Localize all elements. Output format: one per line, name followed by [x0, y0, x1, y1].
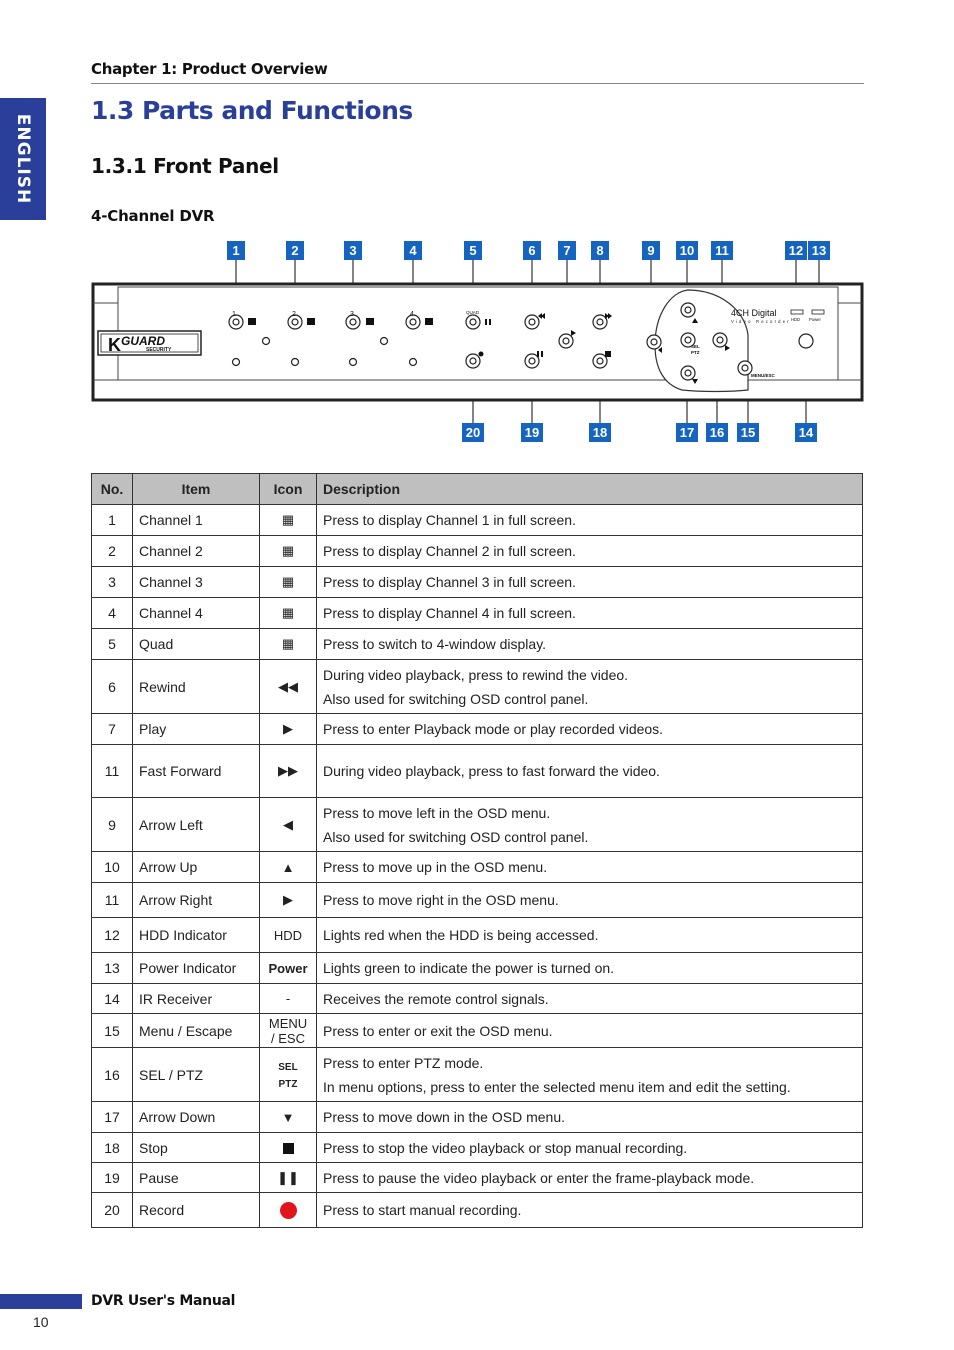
- row-description: [317, 660, 863, 714]
- menu-esc-icon: MENU / ESC: [260, 1014, 317, 1048]
- subsection-title: 4-Channel DVR: [91, 207, 215, 225]
- row-item: Record: [133, 1193, 260, 1228]
- row-description: Press to move down in the OSD menu.: [317, 1102, 863, 1133]
- row-description: [317, 1048, 863, 1102]
- svg-text:PTZ: PTZ: [691, 350, 700, 355]
- channel-2-icon: ▦: [260, 536, 317, 567]
- row-item: Arrow Down: [133, 1102, 260, 1133]
- table-row: [92, 1163, 863, 1193]
- svg-text:4: 4: [410, 311, 414, 318]
- callout-14-label: 14: [798, 425, 814, 440]
- row-item: Quad: [133, 629, 260, 660]
- table-row: [92, 852, 863, 883]
- callout-16-label: 16: [709, 425, 725, 440]
- table-row: [92, 567, 863, 598]
- header-item: Item: [133, 474, 260, 505]
- table-row: [92, 883, 863, 918]
- channel-1-icon: ▦: [260, 505, 317, 536]
- arrow-right-icon: ▶: [260, 883, 317, 918]
- header-description: Description: [317, 474, 863, 505]
- row-no: 2: [92, 536, 133, 567]
- table-row: [92, 505, 863, 536]
- parts-table: [91, 473, 863, 1228]
- row-item: Menu / Escape: [133, 1014, 260, 1048]
- callout-8-label: 8: [596, 243, 604, 258]
- quad-icon: ▦: [260, 629, 317, 660]
- svg-text:1: 1: [232, 311, 236, 318]
- row-description: Press to move right in the OSD menu.: [317, 883, 863, 918]
- callout-4-label: 4: [409, 243, 417, 258]
- callout-6-label: 6: [528, 243, 536, 258]
- row-no: 3: [92, 567, 133, 598]
- table-row: [92, 714, 863, 745]
- row-description: Press to enter or exit the OSD menu.: [317, 1014, 863, 1048]
- row-no: 11: [92, 745, 133, 798]
- callout-7-label: 7: [563, 243, 571, 258]
- page-number: 10: [33, 1314, 49, 1330]
- row-item: Power Indicator: [133, 953, 260, 984]
- sel-ptz-icon: [260, 1048, 317, 1102]
- row-item: Channel 1: [133, 505, 260, 536]
- section-title: 1.3.1 Front Panel: [91, 154, 279, 178]
- row-description: [317, 798, 863, 852]
- record-icon: [260, 1193, 317, 1228]
- table-row: [92, 1133, 863, 1163]
- svg-text:4CH Digital: 4CH Digital: [731, 308, 777, 318]
- callout-20-label: 20: [465, 425, 481, 440]
- row-description: Press to start manual recording.: [317, 1193, 863, 1228]
- row-item: Channel 3: [133, 567, 260, 598]
- bottom-callouts: [462, 423, 817, 442]
- callout-17-label: 17: [679, 425, 695, 440]
- stop-icon: [260, 1133, 317, 1163]
- row-no: 10: [92, 852, 133, 883]
- row-item: Channel 2: [133, 536, 260, 567]
- row-no: 17: [92, 1102, 133, 1133]
- table-row: [92, 598, 863, 629]
- row-no: 6: [92, 660, 133, 714]
- ptz-label: PTZ: [278, 1078, 298, 1090]
- callout-15-label: 15: [740, 425, 756, 440]
- row-no: 13: [92, 953, 133, 984]
- row-item: Pause: [133, 1163, 260, 1193]
- row-description: Press to switch to 4-window display.: [317, 629, 863, 660]
- arrow-down-icon: ▼: [260, 1102, 317, 1133]
- svg-text:SEL: SEL: [691, 344, 700, 349]
- svg-text:GUARD: GUARD: [121, 334, 165, 348]
- row-description-line: Also used for switching OSD control panel.: [323, 828, 589, 845]
- svg-text:HDD: HDD: [791, 317, 801, 322]
- table-row: [92, 629, 863, 660]
- table-row: [92, 918, 863, 953]
- row-item: Arrow Right: [133, 883, 260, 918]
- svg-text:Power: Power: [809, 317, 821, 322]
- row-description-line: Also used for switching OSD control panel.: [323, 690, 589, 707]
- row-item: Fast Forward: [133, 745, 260, 798]
- row-no: 20: [92, 1193, 133, 1228]
- ir-receiver-icon: -: [260, 984, 317, 1014]
- row-description-line: In menu options, press to enter the selected menu item and edit the setting.: [323, 1078, 791, 1095]
- callout-2-label: 2: [291, 243, 299, 258]
- table-row: [92, 660, 863, 714]
- row-description: Press to display Channel 2 in full screen.: [317, 536, 863, 567]
- row-item: HDD Indicator: [133, 918, 260, 953]
- callout-12-label: 12: [788, 243, 804, 258]
- row-no: 18: [92, 1133, 133, 1163]
- row-description: Press to enter Playback mode or play recorded videos.: [317, 714, 863, 745]
- table-row: [92, 745, 863, 798]
- fast-forward-icon: ▶▶: [260, 745, 317, 798]
- svg-text:K: K: [108, 335, 121, 355]
- callout-9-label: 9: [647, 243, 655, 258]
- table-row: [92, 984, 863, 1014]
- row-no: 4: [92, 598, 133, 629]
- row-description: Press to display Channel 1 in full screen.: [317, 505, 863, 536]
- footer-accent-bar: [0, 1294, 82, 1309]
- table-row: [92, 536, 863, 567]
- kguard-logo: [98, 331, 201, 355]
- row-description: Press to pause the video playback or enter the frame-playback mode.: [317, 1163, 863, 1193]
- table-row: [92, 1102, 863, 1133]
- row-description: Press to move up in the OSD menu.: [317, 852, 863, 883]
- row-no: 7: [92, 714, 133, 745]
- language-label: ENGLISH: [13, 113, 33, 205]
- row-no: 11: [92, 883, 133, 918]
- rewind-icon: ◀◀: [260, 660, 317, 714]
- svg-text:3: 3: [350, 311, 354, 318]
- callout-19-label: 19: [524, 425, 540, 440]
- row-description: Press to stop the video playback or stop manual recording.: [317, 1133, 863, 1163]
- table-row: [92, 1048, 863, 1102]
- svg-text:Video Recorder: Video Recorder: [731, 319, 791, 324]
- row-description: During video playback, press to fast forward the video.: [317, 745, 863, 798]
- chapter-title: Chapter 1: Product Overview: [91, 60, 328, 78]
- row-description-line: During video playback, press to rewind the video.: [323, 666, 629, 683]
- row-description: Lights red when the HDD is being accessed.: [317, 918, 863, 953]
- row-no: 12: [92, 918, 133, 953]
- row-item: Arrow Up: [133, 852, 260, 883]
- dvr-device: [93, 284, 862, 400]
- front-panel-diagram: [0, 0, 954, 460]
- callout-13-label: 13: [811, 243, 827, 258]
- footer-title: DVR User's Manual: [91, 1293, 236, 1309]
- top-callouts: [227, 241, 830, 260]
- svg-text:2: 2: [292, 311, 296, 318]
- table-row: [92, 1193, 863, 1228]
- channel-4-icon: ▦: [260, 598, 317, 629]
- pause-icon: ❚❚: [260, 1163, 317, 1193]
- svg-text:MENU/ESC: MENU/ESC: [751, 373, 775, 378]
- row-item: Arrow Left: [133, 798, 260, 852]
- arrow-up-icon: ▲: [260, 852, 317, 883]
- row-item: Rewind: [133, 660, 260, 714]
- svg-text:SECURITY: SECURITY: [146, 347, 172, 353]
- row-description-line: Press to enter PTZ mode.: [323, 1054, 484, 1071]
- row-no: 5: [92, 629, 133, 660]
- svg-text:QUAD: QUAD: [466, 310, 480, 315]
- row-no: 19: [92, 1163, 133, 1193]
- callout-11-label: 11: [715, 243, 729, 258]
- table-header-row: [92, 474, 863, 505]
- callout-1-label: 1: [232, 243, 240, 258]
- row-no: 1: [92, 505, 133, 536]
- row-description: Press to display Channel 4 in full screen.: [317, 598, 863, 629]
- arrow-left-icon: ◀: [260, 798, 317, 852]
- row-description: Lights green to indicate the power is turned on.: [317, 953, 863, 984]
- row-item: Play: [133, 714, 260, 745]
- table-row: [92, 953, 863, 984]
- row-no: 16: [92, 1048, 133, 1102]
- row-item: IR Receiver: [133, 984, 260, 1014]
- callout-10-label: 10: [679, 243, 695, 258]
- header-icon: Icon: [260, 474, 317, 505]
- callout-18-label: 18: [592, 425, 608, 440]
- row-description-line: Press to move left in the OSD menu.: [323, 804, 551, 821]
- row-item: SEL / PTZ: [133, 1048, 260, 1102]
- record-dot-icon: [280, 1202, 297, 1219]
- row-no: 9: [92, 798, 133, 852]
- power-icon: Power: [260, 953, 317, 984]
- row-no: 15: [92, 1014, 133, 1048]
- row-description: Press to display Channel 3 in full screen.: [317, 567, 863, 598]
- header-no: No.: [92, 474, 133, 505]
- row-item: Channel 4: [133, 598, 260, 629]
- table-row: [92, 1014, 863, 1048]
- row-no: 14: [92, 984, 133, 1014]
- play-icon: ▶: [260, 714, 317, 745]
- page-title: 1.3 Parts and Functions: [91, 96, 413, 125]
- channel-3-icon: ▦: [260, 567, 317, 598]
- row-description: Receives the remote control signals.: [317, 984, 863, 1014]
- sel-label: SEL: [278, 1061, 298, 1073]
- hdd-icon: HDD: [260, 918, 317, 953]
- callout-3-label: 3: [349, 243, 357, 258]
- table-row: [92, 798, 863, 852]
- stop-square-icon: [283, 1143, 294, 1154]
- callout-5-label: 5: [469, 243, 477, 258]
- row-item: Stop: [133, 1133, 260, 1163]
